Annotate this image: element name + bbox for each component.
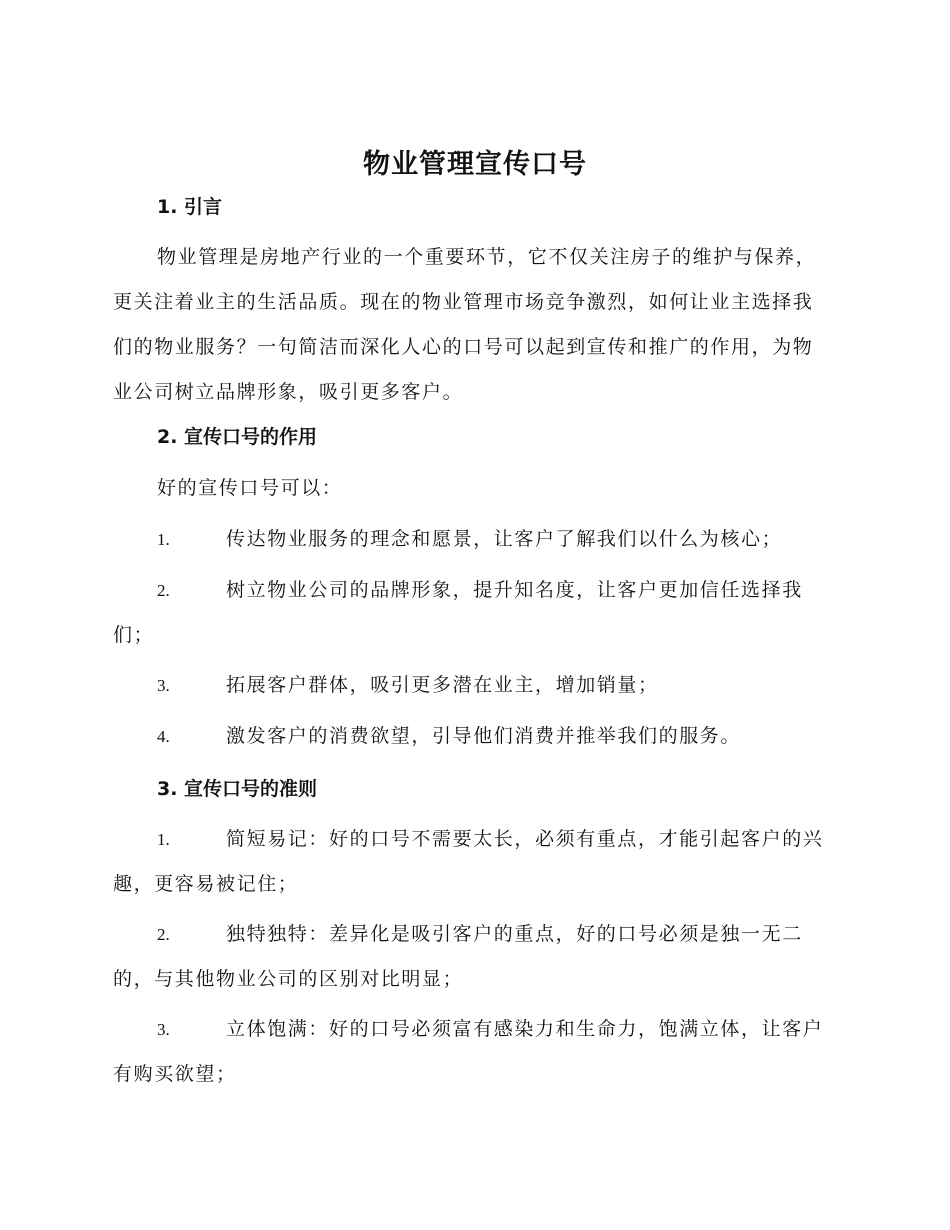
document-title: 物业管理宣传口号: [363, 149, 587, 180]
list-item: [113, 714, 833, 759]
list-item-text: 立体饱满：好的口号必须富有感染力和生命力，饱满立体，让客户有购买欲望；: [113, 1018, 824, 1085]
list-item: [113, 817, 833, 907]
list-number: 2.: [157, 581, 170, 600]
list-item-text: 传达物业服务的理念和愿景，让客户了解我们以什么为核心；: [226, 528, 783, 550]
list-item: [113, 663, 833, 708]
list-number: 3.: [157, 1020, 170, 1039]
list-number: 4.: [157, 727, 170, 746]
section-heading-slogan-purpose: 2. 宣传口号的作用: [157, 426, 318, 448]
list-item: [113, 1007, 833, 1097]
list-item-text: 激发客户的消费欲望，引导他们消费并推举我们的服务。: [226, 725, 742, 747]
section-heading-slogan-criteria: 3. 宣传口号的准则: [157, 778, 318, 800]
list-number: 1.: [157, 530, 170, 549]
list-item-text: 树立物业公司的品牌形象，提升知名度，让客户更加信任选择我们；: [113, 579, 803, 646]
list-item-text: 拓展客户群体，吸引更多潜在业主，增加销量；: [226, 674, 659, 696]
list-item-text: 独特独特：差异化是吸引客户的重点，好的口号必须是独一无二的，与其他物业公司的区别对比明显；: [113, 923, 803, 990]
list-number: 2.: [157, 925, 170, 944]
list-item: [113, 517, 833, 562]
list-number: 1.: [157, 830, 170, 849]
list-item: [113, 912, 833, 1002]
slogan-purpose-intro: 好的宣传口号可以：: [157, 477, 343, 499]
list-item: [113, 568, 833, 658]
section-heading-introduction: 1. 引言: [157, 196, 223, 218]
introduction-paragraph: 物业管理是房地产行业的一个重要环节，它不仅关注房子的维护与保养，更关注着业主的生活品质。现在的物业管理市场竞争激烈，如何让业主选择我们的物业服务？一句简洁而深化人心的口号可以起到宣传和推广的作用，为物业公司树立品牌形象，吸引更多客户。: [113, 246, 817, 403]
list-number: 3.: [157, 676, 170, 695]
list-item-text: 简短易记：好的口号不需要太长，必须有重点，才能引起客户的兴趣，更容易被记住；: [113, 828, 824, 895]
